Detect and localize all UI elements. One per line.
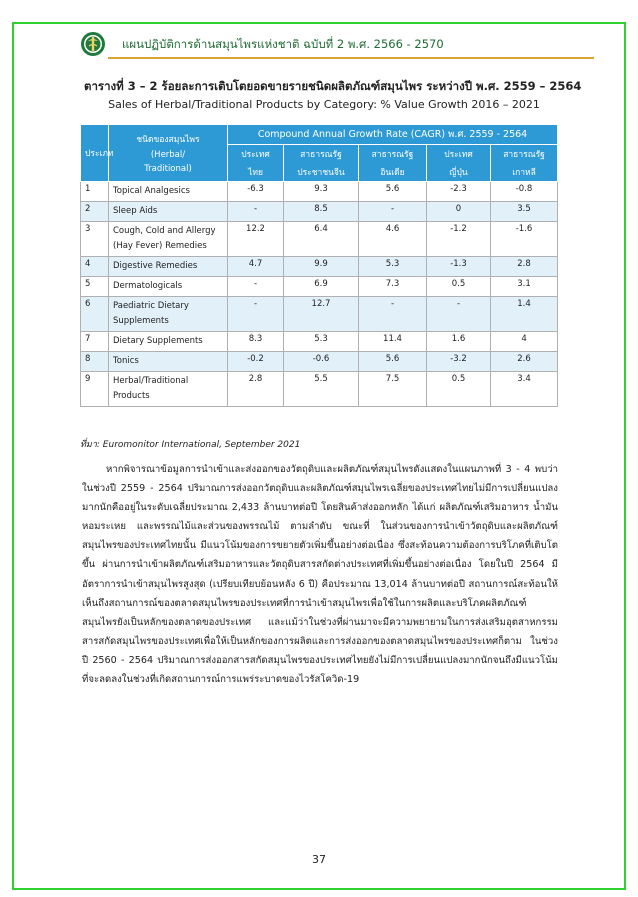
table-row: [81, 297, 558, 332]
table-row: [81, 257, 558, 277]
row-number: 3: [81, 222, 109, 257]
country-line2: อินเดีย: [380, 168, 405, 178]
row-value: 7.5: [359, 372, 427, 407]
col-header-type-en2: Traditional): [144, 164, 192, 174]
row-number: 8: [81, 352, 109, 372]
row-value: 11.4: [359, 332, 427, 352]
row-value: 0.5: [427, 372, 491, 407]
row-value: -: [359, 297, 427, 332]
row-value: 2.8: [491, 257, 558, 277]
row-value: 6.4: [284, 222, 359, 257]
row-value: -6.3: [228, 182, 284, 202]
table-source: ที่มา: Euromonitor International, September 2021: [80, 440, 301, 450]
row-value: -1.2: [427, 222, 491, 257]
row-value: 5.6: [359, 182, 427, 202]
col-header-type-th: ชนิดของสมุนไพร: [136, 135, 200, 145]
header-title: แผนปฏิบัติการด้านสมุนไพรแห่งชาติ ฉบับที่ 2 พ.ศ. 2566 - 2570: [122, 37, 444, 51]
row-value: 5.5: [284, 372, 359, 407]
country-line2: เกาหลี: [512, 168, 536, 178]
col-header-group: Compound Annual Growth Rate (CAGR) พ.ศ. 2559 - 2564: [228, 125, 558, 145]
country-line1: สาธารณรัฐ: [503, 150, 545, 160]
row-value: 5.3: [359, 257, 427, 277]
table-row: [81, 182, 558, 202]
table-row: [81, 372, 558, 407]
row-value: 4: [491, 332, 558, 352]
row-number: 6: [81, 297, 109, 332]
row-value: 8.5: [284, 202, 359, 222]
row-category: Sleep Aids: [109, 202, 228, 222]
row-category: Herbal/Traditional Products: [109, 372, 228, 407]
row-value: 12.7: [284, 297, 359, 332]
row-number: 9: [81, 372, 109, 407]
col-header-type: [109, 125, 228, 182]
table-row: [81, 202, 558, 222]
col-header-no: ประเภท: [81, 125, 109, 182]
country-line1: สาธารณรัฐ: [300, 150, 342, 160]
row-value: -0.6: [284, 352, 359, 372]
col-header-country: [491, 145, 558, 182]
row-value: 6.9: [284, 277, 359, 297]
table-row: [81, 332, 558, 352]
row-value: -: [359, 202, 427, 222]
country-line2: ประชาชนจีน: [297, 168, 345, 178]
cagr-table: [80, 124, 558, 407]
row-category: Tonics: [109, 352, 228, 372]
row-value: 3.5: [491, 202, 558, 222]
row-value: 9.9: [284, 257, 359, 277]
col-header-country: [427, 145, 491, 182]
row-value: -: [228, 202, 284, 222]
row-value: 3.1: [491, 277, 558, 297]
country-line2: ไทย: [248, 168, 263, 178]
row-value: 8.3: [228, 332, 284, 352]
row-number: 5: [81, 277, 109, 297]
country-line1: ประเทศ: [444, 150, 473, 160]
row-value: -2.3: [427, 182, 491, 202]
row-value: -0.8: [491, 182, 558, 202]
row-number: 2: [81, 202, 109, 222]
country-line1: ประเทศ: [241, 150, 270, 160]
body-paragraph: หากพิจารณาข้อมูลการนำเข้าและส่งออกของวัตถุดิบและผลิตภัณฑ์สมุนไพรดังแสดงในแผนภาพที่ 3 - 4 พบว่า ในช่วงปี 2559 - 2564 ปริมาณการส่งออกวัตถุดิบและผลิตภัณฑ์สมุนไพรเฉลี่ยของประเทศไทยไม่มีการเปลี่ยนแปลงมากนักคืออยู่ในระดับเฉลี่ยประมาณ 2,433 ล้านบาทต่อปี โดยสินค้าส่งออกหลัก ได้แก่ ผลิตภัณฑ์เสริมอาหาร น้ำมันหอมระเหย และพรรณไม้และส่วนของพรรณไม้ ตามลำดับ ขณะที่ ในส่วนของการนำเข้าวัตถุดิบและผลิตภัณฑ์สมุนไพรของประเทศไทยนั้น มีแนวโน้มของการขยายตัวเพิ่มขึ้นอย่างต่อเนื่อง ซึ่งสะท้อนความต้องการบริโภคที่เติบโตขึ้น ผ่านการนำเข้าผลิตภัณฑ์เสริมอาหารและวัตถุดิบสารสกัดต่างประเทศที่เพิ่มขึ้นอย่างต่อเนื่อง โดยในปี 2564 มีอัตราการนำเข้าสมุนไพรสูงสุด (เปรียบเทียบย้อนหลัง 6 ปี) คือประมาณ 13,014 ล้านบาทต่อปี สถานการณ์สะท้อนให้เห็นถึงสถานการณ์ของตลาดสมุนไพรของประเทศที่การนำเข้าสมุนไพรเพื่อใช้ในการผลิตและบริโภคผลิตภัณฑ์สมุนไพรยังเป็นหลักของตลาดของประเทศ และแม้ว่าในช่วงที่ผ่านมาจะมีความพยายามในการส่งเสริมอุตสาหกรรมสารสกัดสมุนไพรของประเทศเพื่อให้เป็นหลักของการผลิตและการส่งออกของตลาดสมุนไพรของประเทศก็ตาม ในช่วงปี 2560 - 2564 ปริมาณการส่งออกสารสกัดสมุนไพรของประเทศไทยยังไม่มีการเปลี่ยนแปลงมากนักจนถึงมีแนวโน้มที่จะลดลงในช่วงที่เกิดสถานการณ์การแพร่ระบาดของไวรัสโควิด-19: [82, 464, 558, 686]
row-category: Dermatologicals: [109, 277, 228, 297]
row-value: 4.7: [228, 257, 284, 277]
row-value: 9.3: [284, 182, 359, 202]
row-value: -1.3: [427, 257, 491, 277]
row-value: 1.6: [427, 332, 491, 352]
row-value: -: [427, 297, 491, 332]
col-header-country: [284, 145, 359, 182]
table-title: ตารางที่ 3 – 2 ร้อยละการเติบโตยอดขายรายชนิดผลิตภัณฑ์สมุนไพร ระหว่างปี พ.ศ. 2559 – 2564: [84, 79, 582, 93]
row-category: Topical Analgesics: [109, 182, 228, 202]
row-value: 2.8: [228, 372, 284, 407]
row-value: 5.3: [284, 332, 359, 352]
country-line1: สาธารณรัฐ: [371, 150, 414, 160]
row-value: 7.3: [359, 277, 427, 297]
col-header-type-en1: (Herbal/: [150, 150, 186, 160]
row-value: -1.6: [491, 222, 558, 257]
page-number: 37: [312, 853, 326, 866]
row-value: 2.6: [491, 352, 558, 372]
row-category: Digestive Remedies: [109, 257, 228, 277]
row-category: Paediatric Dietary Supplements: [109, 297, 228, 332]
row-value: 12.2: [228, 222, 284, 257]
row-number: 7: [81, 332, 109, 352]
table-subtitle: Sales of Herbal/Traditional Products by Category: % Value Growth 2016 – 2021: [108, 98, 540, 111]
row-value: 1.4: [491, 297, 558, 332]
row-value: 0.5: [427, 277, 491, 297]
row-category: Dietary Supplements: [109, 332, 228, 352]
body-text: [82, 460, 558, 689]
row-value: -0.2: [228, 352, 284, 372]
row-value: 5.6: [359, 352, 427, 372]
row-number: 4: [81, 257, 109, 277]
row-value: -3.2: [427, 352, 491, 372]
col-header-country: [228, 145, 284, 182]
country-line2: ญี่ปุ่น: [449, 168, 468, 178]
row-value: 0: [427, 202, 491, 222]
header-divider: [108, 57, 594, 59]
table-row: [81, 352, 558, 372]
col-header-country: [359, 145, 427, 182]
ministry-seal-icon: [80, 31, 106, 57]
row-number: 1: [81, 182, 109, 202]
table-row: [81, 277, 558, 297]
row-value: 4.6: [359, 222, 427, 257]
table-row: [81, 222, 558, 257]
row-value: -: [228, 297, 284, 332]
row-value: -: [228, 277, 284, 297]
row-value: 3.4: [491, 372, 558, 407]
row-category: Cough, Cold and Allergy (Hay Fever) Remedies: [109, 222, 228, 257]
